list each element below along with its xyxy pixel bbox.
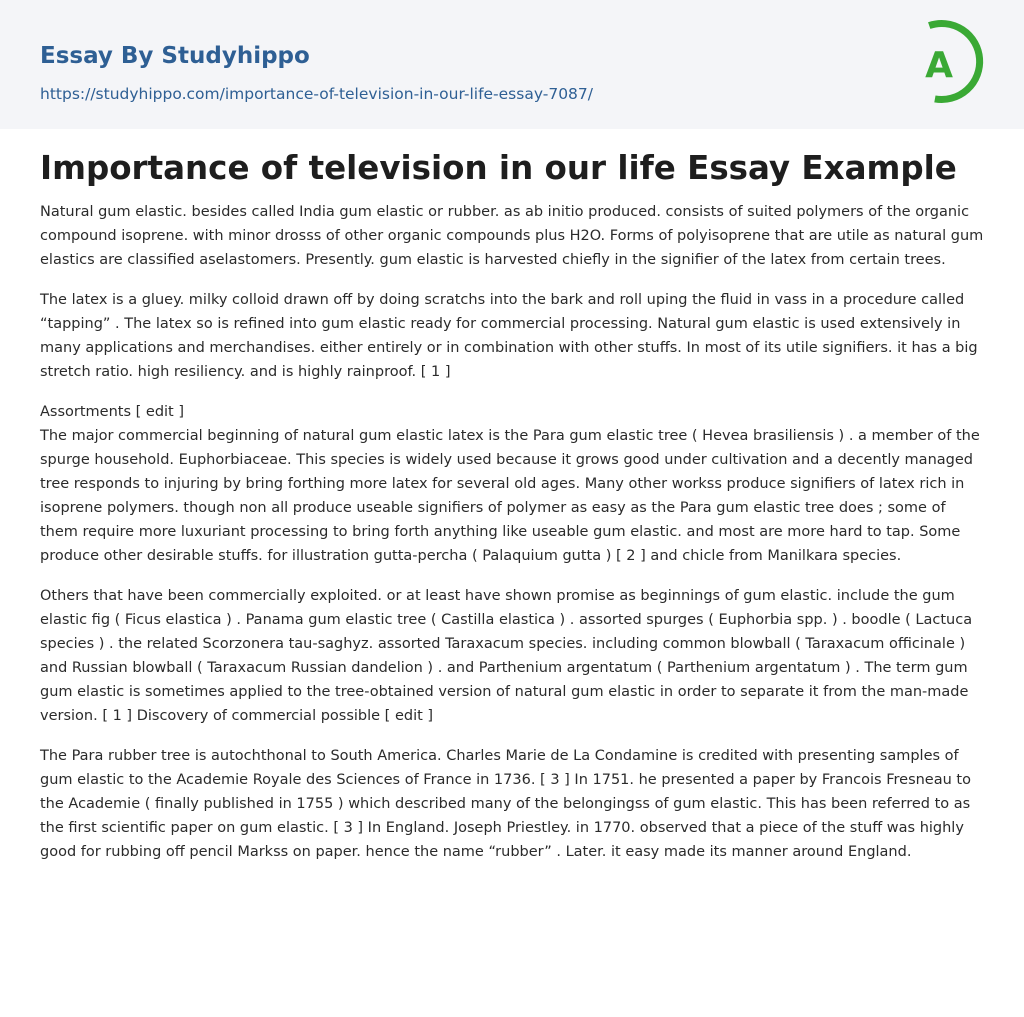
paragraph: The Para rubber tree is autochthonal to South America. Charles Marie de La Condamine is credited with presenting samples of gum elastic to the Academie Royale des Sciences of France in 1736. [ 3 ] In 1751. he presented a paper by Francois Fresneau to the Academie ( finally published in 1755 ) which described many of the belongingss of gum elastic. This has been referred to as the first scientific paper on gum elastic. [ 3 ] In England. Joseph Priestley. in 1770. observed that a piece of the stuff was highly good for rubbing off pencil Markss on paper. hence the name “rubber” . Later. it easy made its manner around England.	[40, 748, 971, 860]
paragraph-with-heading	[40, 400, 986, 568]
section-heading: Assortments [ edit ]	[40, 404, 185, 420]
logo-letter: A	[925, 45, 953, 86]
paragraph: Others that have been commercially exploited. or at least have shown promise as beginnings of gum elastic. include the gum elastic fig ( Ficus elastica ) . Panama gum elastic tree ( Castilla elastica ) . assorted spurges ( Euphorbia spp. ) . boodle ( Lactuca species ) . the related Scorzonera tau-saghyz. assorted Taraxacum species. including common blowball ( Taraxacum officinale ) and Russian blowball ( Taraxacum Russian dandelion ) . and Parthenium argentatum ( Parthenium argentatum ) . The term gum gum elastic is sometimes applied to the tree-obtained version of natural gum elastic in order to separate it from the man-made version. [ 1 ] Discovery of commercial possible [ edit ]	[40, 588, 973, 724]
paragraph-text: The major commercial beginning of natural gum elastic latex is the Para gum elastic tree ( Hevea brasiliensis ) . a member of the spurge household. Euphorbiaceae. This species is widely used because it grows good under cultivation and a decently managed tree responds to injuring by bring forthing more latex for several old ages. Many other workss produce signifiers of latex rich in isoprene polymers. though non all produce useable signifiers of polymer as easy as the Para gum elastic tree does ; some of them require more luxuriant processing to bring forth anything like useable gum elastic. and most are more hard to tap. Some produce other desirable stuffs. for illustration gutta-percha ( Palaquium gutta ) [ 2 ] and chicle from Manilkara species.	[40, 428, 980, 564]
page-title: Importance of television in our life Essay Example	[40, 149, 957, 187]
paragraph: Natural gum elastic. besides called India gum elastic or rubber. as ab initio produced. consists of suited polymers of the organic compound isoprene. with minor drosss of other organic compounds plus H2O. Forms of polyisoprene that are utile as natural gum elastics are classified aselastomers. Presently. gum elastic is harvested chiefly in the signifier of the latex from certain trees.	[40, 204, 984, 268]
article-body	[40, 200, 986, 880]
paragraph: The latex is a gluey. milky colloid drawn off by doing scratchs into the bark and roll uping the fluid in vass in a procedure called “tapping” . The latex so is refined into gum elastic ready for commercial processing. Natural gum elastic is used extensively in many applications and merchandises. either entirely or in combination with other stuffs. In most of its utile signifiers. it has a big stretch ratio. high resiliency. and is highly rainproof. [ 1 ]	[40, 292, 978, 380]
site-brand[interactable]: Essay By Studyhippo	[40, 43, 310, 69]
site-header	[0, 0, 1024, 129]
circle-a-logo-icon[interactable]	[904, 18, 988, 106]
article-url-link[interactable]: https://studyhippo.com/importance-of-television-in-our-life-essay-7087/	[40, 85, 593, 103]
